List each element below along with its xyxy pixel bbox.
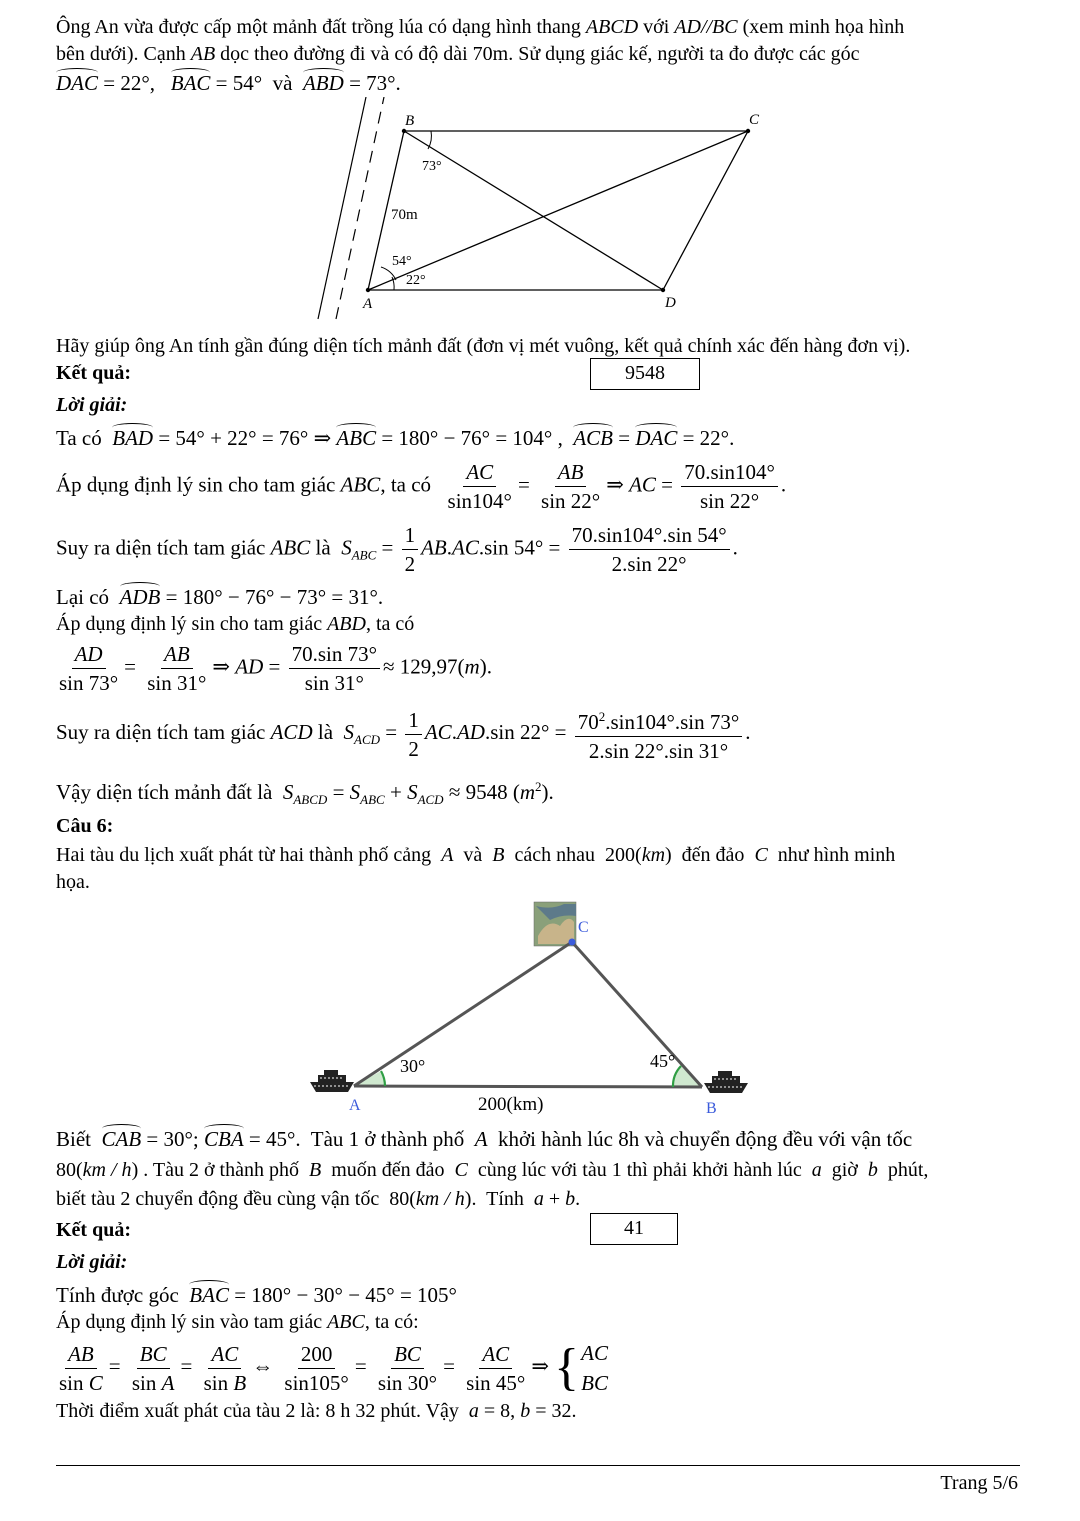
p6-sol4: Thời điểm xuất phát của tàu 2 là: 8 h 32 phút. Vậy a = 8, b = 32.	[56, 1400, 577, 1423]
p5-sol4: Lại có ADB = 180° − 76° − 73° = 31°.	[56, 585, 384, 609]
p6-label-30: 30°	[400, 1056, 426, 1077]
document-page	[56, 14, 1018, 1425]
p5-label-54: 54°	[392, 254, 412, 269]
p5-sol6: $\frac{AD}{\sin 73^\circ}$ = $\frac{AB}{\sin 31^\circ}$ ⇒ AD = $\frac{70.\sin 73^\circ}{\sin 31^\circ}$ ≈ 129,97(m).	[59, 642, 492, 695]
p6-result-label: Kết quả:	[56, 1219, 131, 1242]
p5-label-A: A	[363, 296, 373, 312]
p5-sol7: Suy ra diện tích tam giác ACD là $S_{ACD}$ = $\frac{1}{2}$ AC.AD.sin 22° = $\frac{70^2.\sin 104^\circ.\sin 73^\circ}{2.\sin 22^\circ.\sin 31^\circ}$ .	[56, 703, 1018, 765]
p5-sol5: Áp dụng định lý sin cho tam giác ABD, ta có	[56, 613, 415, 635]
p6-label-C: C	[578, 919, 589, 937]
p5-label-70m: 70m	[391, 207, 418, 223]
p5-label-B: B	[405, 113, 415, 129]
p6-label-B: B	[706, 1100, 717, 1118]
p5-question: Hãy giúp ông An tính gần đúng diện tích mảnh đất (đơn vị mét vuông, kết quả chính xác đến hàng đơn vị).	[56, 335, 911, 357]
footer-divider	[56, 1465, 1020, 1466]
p6-line2: họa.	[56, 871, 90, 894]
p5-label-73: 73°	[422, 159, 442, 174]
p5-sol8: Vậy diện tích mảnh đất là $S_{ABCD} = S_{ABC} + S_{ACD} \approx 9548$ $(m^2)$.	[56, 779, 554, 808]
p6-heading: Câu 6:	[56, 815, 114, 838]
p6-solution-label: Lời giải:	[56, 1251, 128, 1274]
p5-result-row	[56, 360, 1018, 390]
p5-sol2: Áp dụng định lý sin cho tam giác ABC, ta có $\frac{AC}{\sin 104^\circ}$ = $\frac{AB}{\sin 22^\circ}$ ⇒ AC = $\frac{70.\sin 104^\circ}{\sin 22^\circ}$ .	[56, 460, 787, 513]
p6-sol2: Áp dụng định lý sin vào tam giác ABC, ta có:	[56, 1311, 419, 1334]
p6-sol3: $\frac{AB}{\text{sin C}}$ = $\frac{BC}{\text{sin A}}$ = $\frac{AC}{\text{sin B}}$ ⇔ $\frac{200}{\sin 105^\circ}$ = $\frac{BC}{\sin 30^\circ}$ = $\frac{AC}{\sin 45^\circ}$ ⇒ { AC BC	[59, 1339, 608, 1397]
ships-figure	[56, 896, 1018, 1122]
p5-sol3: Suy ra diện tích tam giác ABC là $S_{ABC}$ = $\frac{1}{2}$ AB.AC.sin 54° = $\frac{70.\sin 104^\circ.\sin 54^\circ}{2.\sin 22^\circ}$ .	[56, 523, 738, 576]
ship-b-icon	[704, 1071, 748, 1093]
page-number: Trang 5/6	[940, 1472, 1018, 1494]
p6-result-row	[56, 1217, 1018, 1247]
p5-label-C: C	[749, 112, 760, 128]
p6-given3: biết tàu 2 chuyển động đều cùng vận tốc 80(km / h). Tính a + b.	[56, 1188, 581, 1211]
trapezoid-svg	[56, 97, 1018, 333]
p5-line1: Ông An vừa được cấp một mảnh đất trồng lúa có dạng hình thang ABCD với AD//BC (xem minh họa hình	[56, 16, 905, 38]
p6-line1: Hai tàu du lịch xuất phát từ hai thành phố cảng A và B cách nhau 200(km) đến đảo C như hình minh	[56, 844, 896, 867]
p6-given2: 80(km / h) . Tàu 2 ở thành phố B muốn đến đảo C cùng lúc với tàu 1 thì phải khởi hành lúc a giờ b phút,	[56, 1159, 929, 1182]
p5-solution-label: Lời giải:	[56, 394, 128, 416]
p5-sol1: Ta có BAD = 54° + 22° = 76° ⇒ ABC = 180° − 76° = 104° , ACB = DAC = 22°.	[56, 426, 735, 450]
p6-label-base: 200(km)	[478, 1094, 544, 1116]
p5-result-box: 9548	[590, 358, 700, 390]
p6-label-A: A	[349, 1097, 361, 1115]
p5-label-D: D	[665, 295, 676, 311]
p5-angles: DAC = 22°, BAC = 54° và ABD = 73°.	[56, 71, 401, 95]
ships-svg	[56, 896, 1018, 1122]
p6-label-45: 45°	[650, 1051, 676, 1072]
trapezoid-figure	[56, 97, 1018, 333]
p5-result-label: Kết quả:	[56, 362, 131, 384]
p6-result-box: 41	[590, 1213, 678, 1245]
ship-a-icon	[310, 1070, 354, 1092]
p5-line2: bên dưới). Cạnh AB dọc theo đường đi và có độ dài 70m. Sử dụng giác kế, người ta đo được các góc	[56, 43, 860, 65]
p6-sol1: Tính được góc BAC = 180° − 30° − 45° = 105°	[56, 1283, 457, 1308]
p6-given1: Biết CAB = 30°; CBA = 45°. Tàu 1 ở thành phố A khởi hành lúc 8h và chuyển động đều với vận tốc	[56, 1127, 913, 1152]
p5-label-22: 22°	[406, 273, 426, 288]
